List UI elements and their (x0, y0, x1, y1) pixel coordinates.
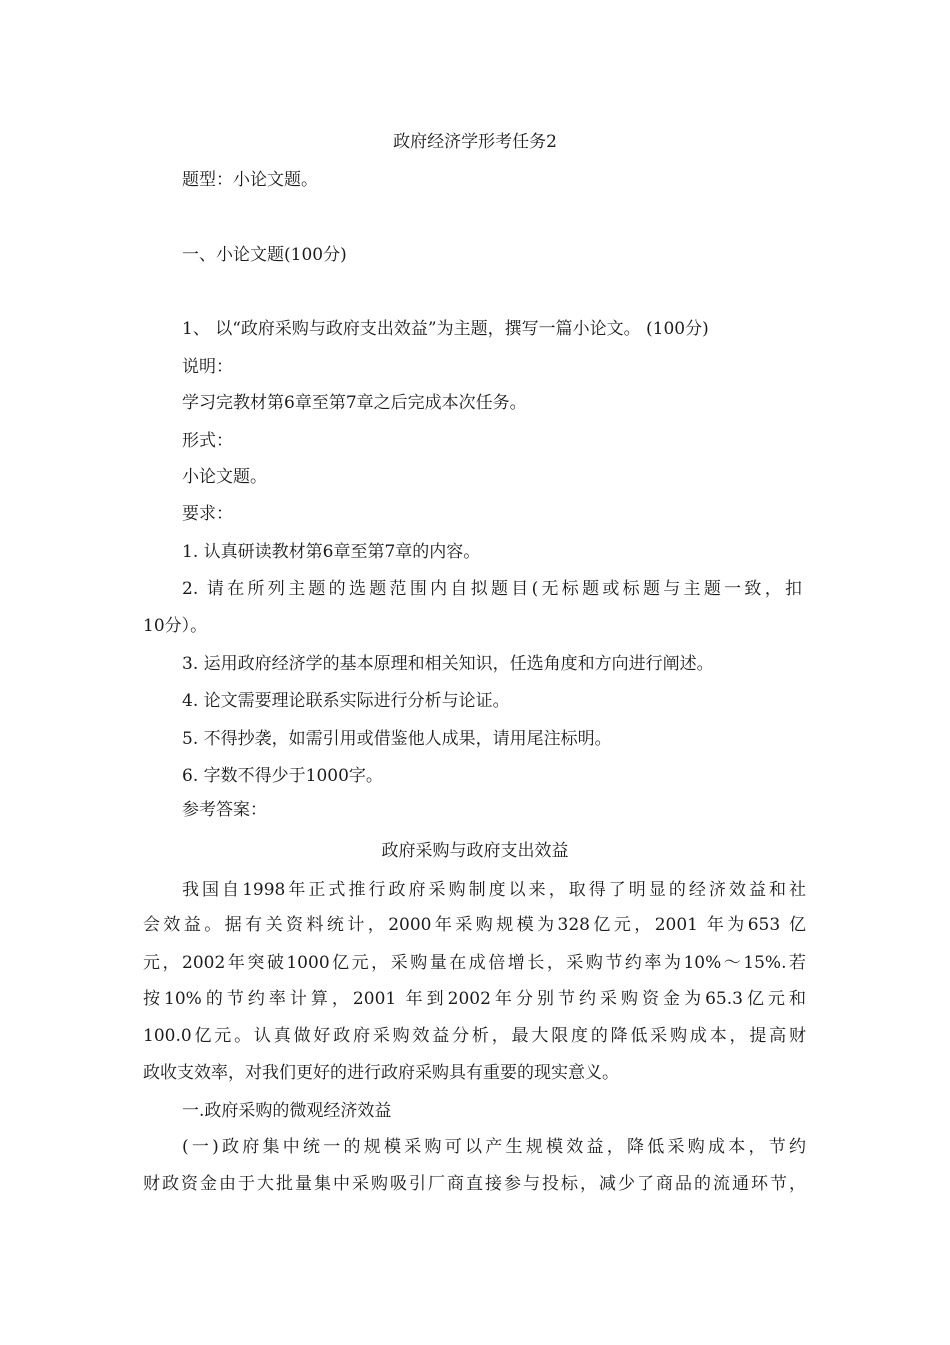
question-type: 题型：小论文题。 (182, 170, 318, 190)
requirement-item: 6. 字数不得少于1000字。 (182, 766, 383, 786)
note-label: 说明： (182, 357, 233, 377)
essay-line: 按10%的节约率计算，2001 年到2002年分别节约采购资金为65.3亿元和 (143, 989, 806, 1009)
essay-subheading: 一.政府采购的微观经济效益 (182, 1101, 392, 1121)
requirement-item: 5. 不得抄袭，如需引用或借鉴他人成果，请用尾注标明。 (182, 729, 612, 749)
note-text: 学习完教材第6章至第7章之后完成本次任务。 (182, 393, 527, 413)
document-title: 政府经济学形考任务2 (393, 132, 557, 152)
essay-line: 元，2002年突破1000亿元，采购量在成倍增长，采购节约率为10%～15%.若 (143, 953, 806, 973)
essay-line: 100.0亿元。认真做好政府采购效益分析，最大限度的降低采购成本，提高财 (143, 1026, 806, 1046)
requirements-label: 要求： (182, 504, 233, 524)
requirement-item: 4. 论文需要理论联系实际进行分析与论证。 (182, 691, 510, 711)
form-text: 小论文题。 (182, 467, 267, 487)
essay-line: 政收支效率，对我们更好的进行政府采购具有重要的现实意义。 (143, 1063, 619, 1083)
requirement-item-continued: 10分）。 (143, 616, 208, 636)
essay-line: (一)政府集中统一的规模采购可以产生规模效益，降低采购成本，节约 (182, 1137, 806, 1157)
essay-line: 会效益。据有关资料统计，2000年采购规模为328亿元，2001 年为653 亿 (143, 915, 806, 935)
essay-line: 我国自1998年正式推行政府采购制度以来，取得了明显的经济效益和社 (182, 880, 806, 900)
essay-line: 财政资金由于大批量集中采购吸引厂商直接参与投标，减少了商品的流通环节， (143, 1174, 806, 1194)
requirement-item: 2. 请在所列主题的选题范围内自拟题目(无标题或标题与主题一致，扣 (182, 579, 802, 599)
requirement-item: 1. 认真研读教材第6章至第7章的内容。 (182, 542, 481, 562)
question-text: 1、 以“政府采购与政府支出效益”为主题，撰写一篇小论文。 (100分) (182, 319, 709, 339)
requirement-item: 3. 运用政府经济学的基本原理和相关知识，任选角度和方向进行阐述。 (182, 654, 714, 674)
section-heading: 一、小论文题(100分) (182, 245, 347, 265)
answer-label: 参考答案： (182, 800, 267, 820)
form-label: 形式： (182, 431, 233, 451)
essay-title: 政府采购与政府支出效益 (381, 841, 569, 861)
